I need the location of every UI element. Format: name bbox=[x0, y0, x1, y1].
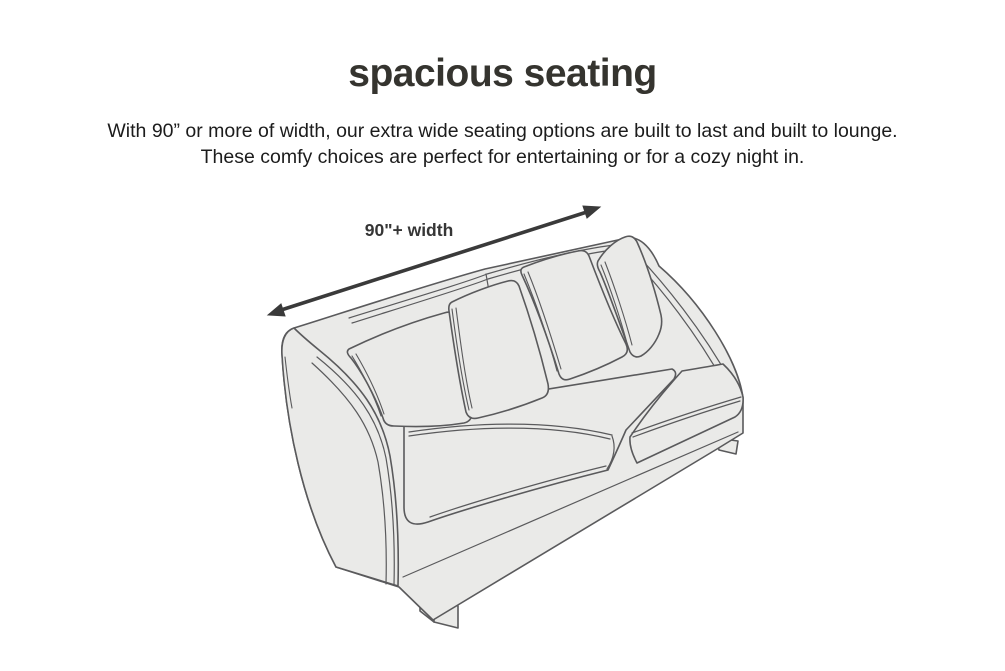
subheadline-line-1: With 90” or more of width, our extra wide seating options are built to last and built to lounge. bbox=[107, 120, 898, 142]
width-arrow-label: 90"+ width bbox=[364, 220, 454, 240]
arrowhead-left bbox=[268, 304, 285, 316]
headline: spacious seating bbox=[348, 52, 657, 95]
subheadline-line-2: These comfy choices are perfect for entertaining or for a cozy night in. bbox=[200, 146, 805, 168]
sofa-drawing bbox=[282, 236, 743, 628]
arrowhead-right bbox=[583, 206, 600, 218]
